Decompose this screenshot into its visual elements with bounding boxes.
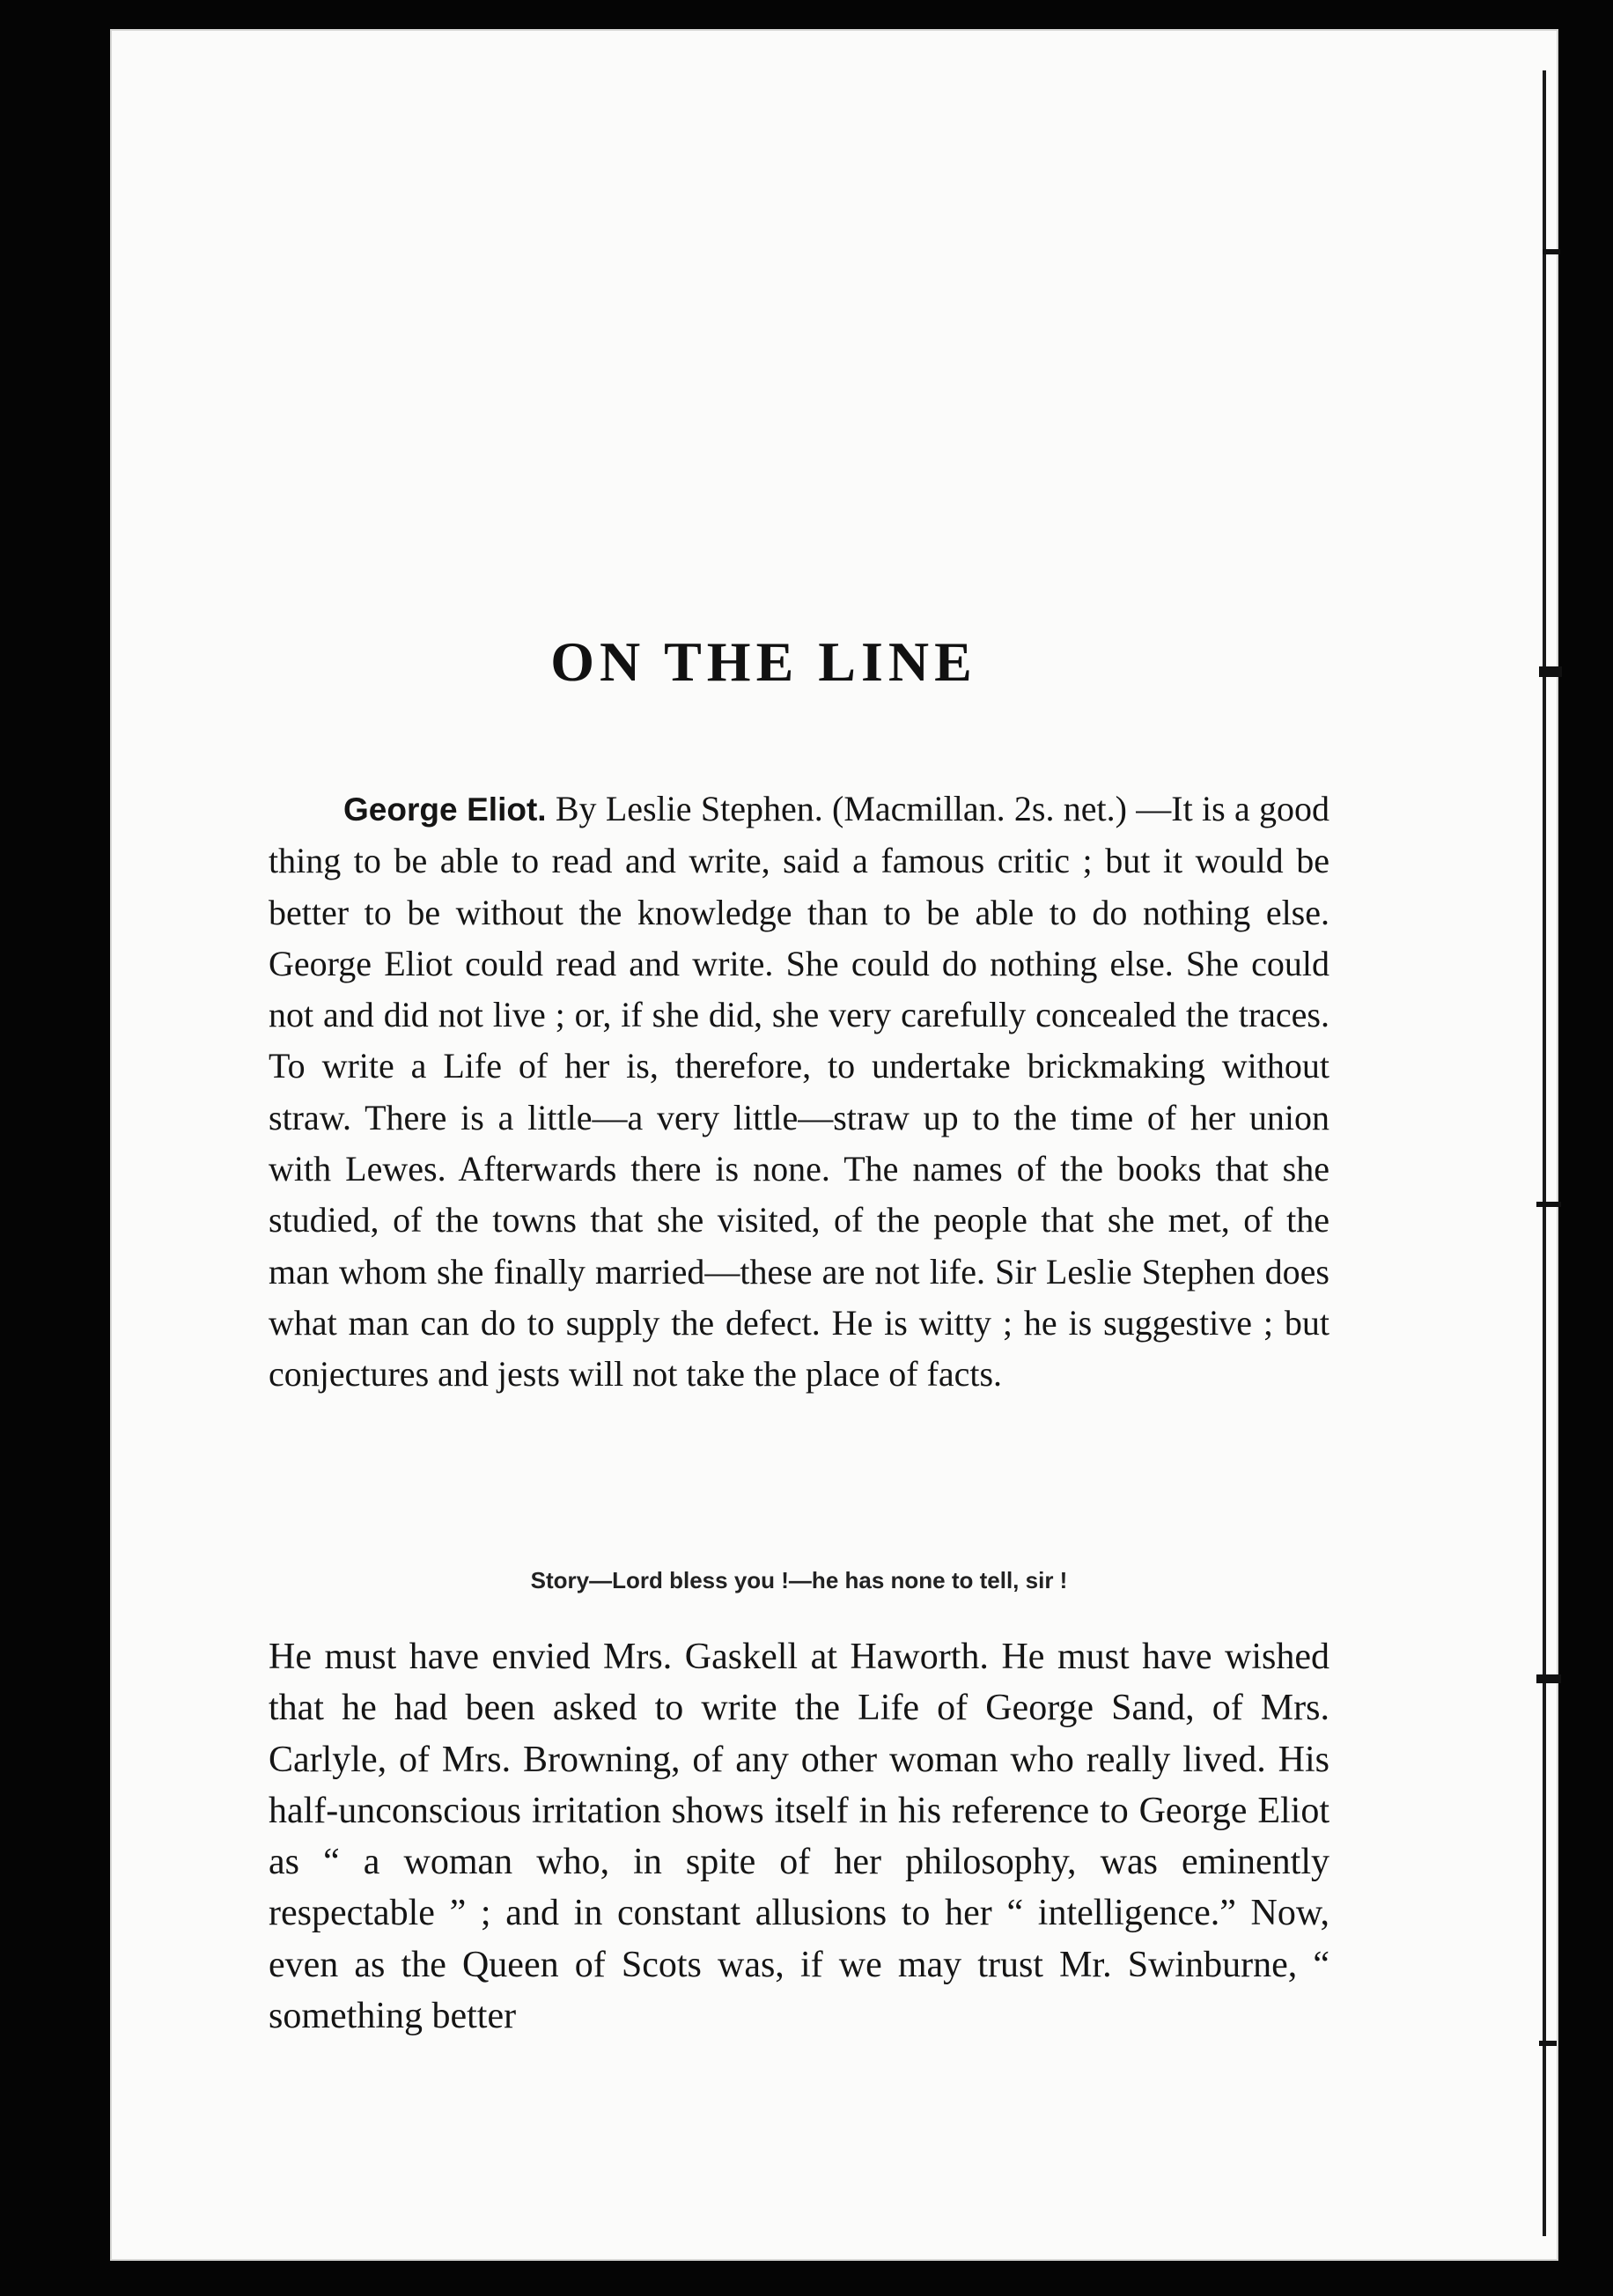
edge-mark <box>1539 2041 1557 2046</box>
paragraph-text: By Leslie Stephen. (Macmillan. 2s. net.) —It is a good thing to be able to read and write, said a famous critic ; but it would be better to be without the knowledge than to be able to do nothing else. George Eliot could read and write. She could do nothing else. She could not and did not live ; or, if she did, she very carefully concealed the traces. To write a Life of her is, therefore, to undertake brickmaking without straw. There is a little—a very little—straw up to the time of her union with Lewes. Afterwards there is none. The names of the books that she studied, of the towns that she visited, of the people that she met, of the man whom she finally married—these are not life. Sir Leslie Stephen does what man can do to supply the defect. He is witty ; he is suggestive ; but conjectures and jests will not take the place of facts. <box>269 789 1329 1395</box>
page-title: ON THE LINE <box>550 630 977 693</box>
page-edge <box>1543 70 1546 2236</box>
edge-mark <box>1536 1202 1561 1207</box>
book-title: George Eliot. <box>343 791 547 828</box>
edge-mark <box>1543 249 1560 254</box>
paragraph-continuation: He must have envied Mrs. Gaskell at Haworth. He must have wished that he had been asked to write the Life of George Sand, of Mrs. Carlyle, of Mrs. Browning, of any other woman who really lived. His half-unconscious irritation shows itself in his reference to George Eliot as “ a woman who, in spite of her philosophy, was eminently respectable ” ; and in constant allusions to her “ intelligence.” Now, even as the Queen of Scots was, if we may trust Mr. Swinburne, “ something better <box>269 1637 1329 2037</box>
edge-mark <box>1536 1674 1561 1683</box>
edge-mark <box>1539 666 1562 677</box>
quotation: Story—Lord bless you !—he has none to tell, sir ! <box>530 1567 1068 1593</box>
paragraph-review <box>269 784 1329 1401</box>
